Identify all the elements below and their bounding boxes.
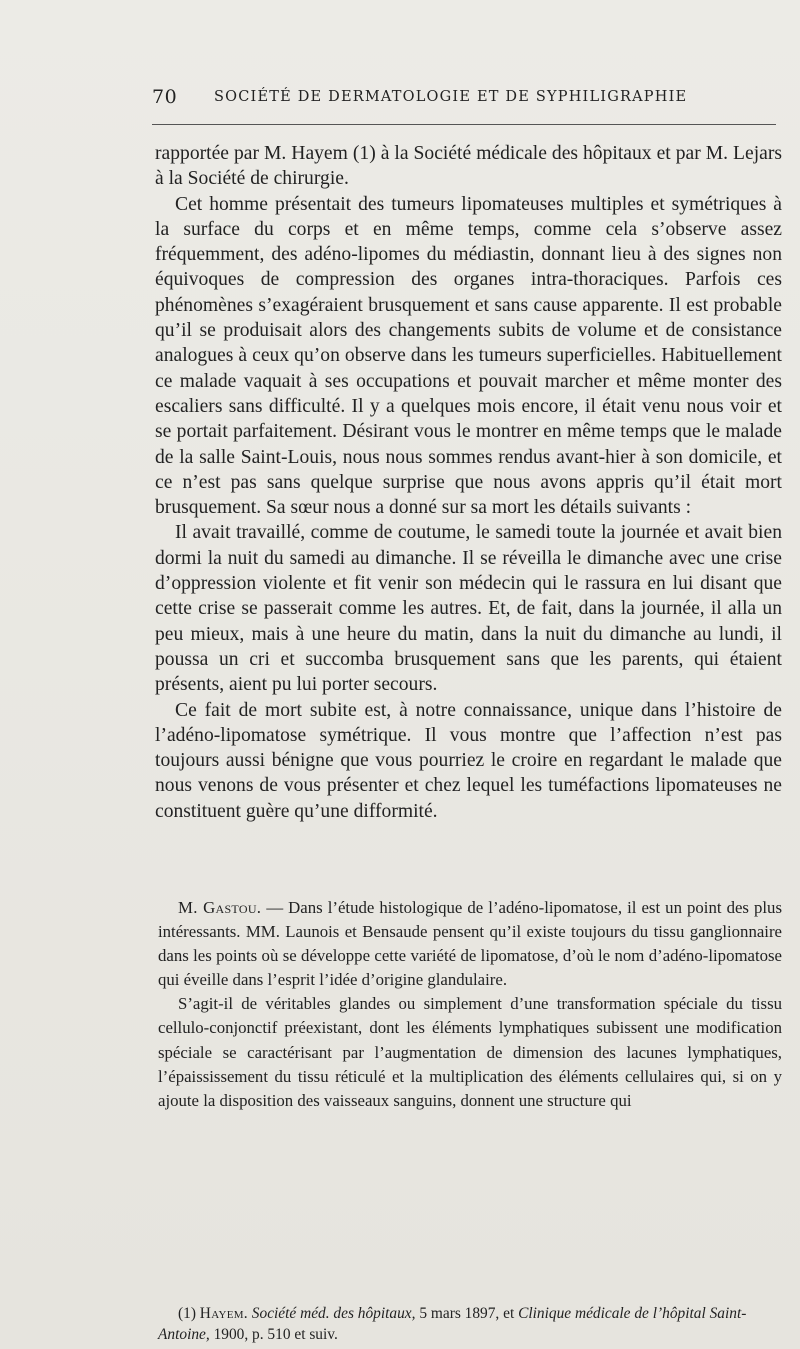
header-rule xyxy=(152,124,776,125)
footnote-date: 5 mars 1897, et xyxy=(415,1305,519,1322)
paragraph-death-account: Il avait travaillé, comme de coutume, le samedi toute la journée et avait bien dormi la nuit du samedi au dimanche. Il se réveilla le dimanche avec une crise d’oppression violente et fit venir son médecin qui le rassura en lui disant que cette crise se passerait comme les autres. Et, de fait, dans la journée, il alla un peu mieux, mais à une heure du matin, dans la nuit du dimanche au lundi, il poussa un cri et succomba brusquement sans que les parents, qui étaient présents, aient pu lui porter secours. xyxy=(155,522,782,696)
main-text xyxy=(155,141,782,824)
paragraph-continuation: rapportée par M. Hayem (1) à la Société médicale des hôpitaux et par M. Lejars à la Société de chirurgie. xyxy=(155,143,782,190)
footnote xyxy=(158,1303,788,1345)
footnote-author: Hayem. xyxy=(199,1305,248,1322)
footnote-text xyxy=(158,1303,788,1345)
discussion-paragraph-1-text: — Dans l’étude histologique de l’adéno-lipomatose, il est un point des plus intéressants. MM. Launois et Bensaude pensent qu’il existe toujours du tissu ganglionnaire dans les points où se développe cette variété de lipomatose, d’où le nom d’adéno-lipomatose qui éveille dans l’esprit l’idée d’origine glandulaire. xyxy=(158,898,782,990)
speaker-name: M. Gastou. xyxy=(178,898,262,917)
running-title: SOCIÉTÉ DE DERMATOLOGIE ET DE SYPHILIGRAPHIE xyxy=(214,89,688,105)
footnote-marker: (1) xyxy=(178,1305,200,1322)
footnote-journal: Société méd. des hôpitaux, xyxy=(251,1305,416,1322)
page-number: 70 xyxy=(152,86,178,108)
footnote-pages: 1900, p. 510 et suiv. xyxy=(209,1326,338,1343)
discussion-paragraph-1 xyxy=(158,896,782,992)
discussion-paragraph-2: S’agit-il de véritables glandes ou simplement d’une transformation spéciale du tissu cellulo-conjonctif préexistant, dont les éléments lymphatiques subissent une modification spéciale se caractérisant par l’augmentation de dimension des lacunes lymphatiques, l’épaississement du tissu réticulé et la multiplication des éléments cellulaires qui, si on y ajoute la disposition des vaisseaux sanguins, donnent une structure qui xyxy=(158,994,782,1110)
discussion-text xyxy=(158,896,782,1113)
paragraph-conclusion: Ce fait de mort subite est, à notre connaissance, unique dans l’histoire de l’adéno-lipomatose symétrique. Il vous montre que l’affection n’est pas toujours aussi bénigne que vous pourriez le croire en regardant le malade que nous venons de vous présenter et chez lequel les tuméfactions lipomateuses ne constituent guère qu’une difformité. xyxy=(155,699,782,822)
paragraph-case-description: Cet homme présentait des tumeurs lipomateuses multiples et symétriques à la surface du corps et en même temps, comme cela s’observe assez fréquemment, des adéno-lipomes du médiastin, donnant lieu à des signes non équivoques de compression des organes intra-thoraciques. Parfois ces phénomènes s’exagéraient brusquement et sans cause apparente. Il est probable qu’il se produisait alors des changements subits de volume et de consistance analogues à ceux qu’on observe dans les tumeurs superficielles. Habituellement ce malade vaquait à ses occupations et pouvait marcher et même monter des escaliers sans difficulté. Il y a quelques mois encore, il était venu nous voir et se portait parfaitement. Désirant vous le montrer en même temps que le malade de la salle Saint-Louis, nous nous sommes rendus avant-hier à son domicile, et ce n’est pas sans quelque surprise que nous avons appris qu’il était mort brusquement. Sa sœur nous a donné sur sa mort les détails suivants : xyxy=(155,193,782,519)
footnote-book-title: Clinique médicale de l’hôpital Saint-Antoine, xyxy=(158,1305,747,1343)
